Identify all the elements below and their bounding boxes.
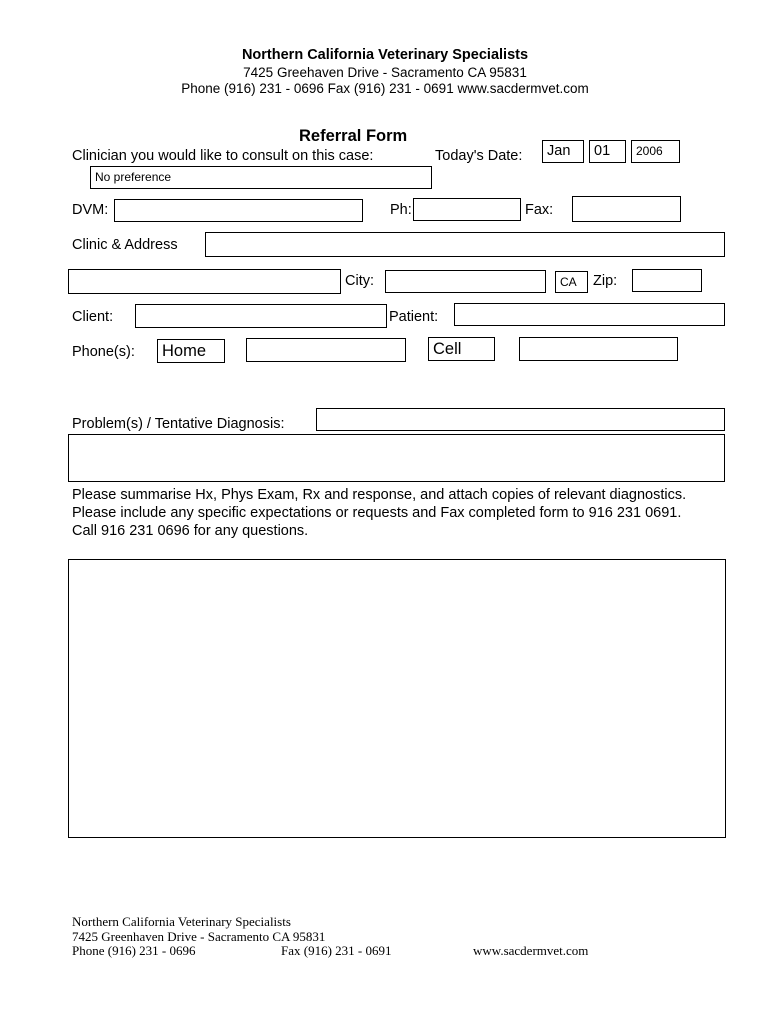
date-label: Today's Date: bbox=[435, 148, 523, 164]
footer-org-name: Northern California Veterinary Specialists bbox=[72, 914, 291, 929]
org-contact: Phone (916) 231 - 0696 Fax (916) 231 - 0691 www.sacdermvet.com bbox=[181, 81, 589, 96]
clinician-label: Clinician you would like to consult on this case: bbox=[72, 148, 374, 164]
date-month-field[interactable]: Jan bbox=[542, 140, 584, 163]
state-field[interactable]: CA bbox=[555, 271, 588, 293]
date-day-field[interactable]: 01 bbox=[589, 140, 626, 163]
patient-field[interactable] bbox=[454, 303, 725, 326]
footer-website[interactable]: www.sacdermvet.com bbox=[473, 943, 589, 958]
ph-field[interactable] bbox=[413, 198, 521, 221]
city-label: City: bbox=[345, 273, 374, 289]
client-field[interactable] bbox=[135, 304, 387, 328]
zip-field[interactable] bbox=[632, 269, 702, 292]
clinic-label: Clinic & Address bbox=[72, 237, 178, 253]
cell-phone-field[interactable] bbox=[519, 337, 678, 361]
home-phone-field[interactable] bbox=[246, 338, 406, 362]
city-field[interactable] bbox=[385, 270, 546, 293]
fax-field[interactable] bbox=[572, 196, 681, 222]
org-address: 7425 Greehaven Drive - Sacramento CA 95831 bbox=[243, 65, 527, 80]
patient-label: Patient: bbox=[389, 309, 439, 325]
date-year-field[interactable]: 2006 bbox=[631, 140, 680, 163]
cell-phone-type[interactable]: Cell bbox=[428, 337, 495, 361]
ph-label: Ph: bbox=[390, 202, 412, 218]
instructions-line-3: Call 916 231 0696 for any questions. bbox=[72, 523, 309, 539]
instructions-line-1: Please summarise Hx, Phys Exam, Rx and response, and attach copies of relevant diagnostics. bbox=[72, 487, 687, 503]
instructions-line-2: Please include any specific expectations or requests and Fax completed form to 916 231 0691. bbox=[72, 505, 682, 521]
problem-detail-field[interactable] bbox=[68, 434, 725, 482]
org-name: Northern California Veterinary Specialists bbox=[241, 47, 529, 63]
summary-field[interactable] bbox=[68, 559, 726, 838]
client-label: Client: bbox=[72, 309, 114, 325]
clinician-select[interactable]: No preference bbox=[90, 166, 432, 189]
dvm-field[interactable] bbox=[114, 199, 363, 222]
phones-label: Phone(s): bbox=[72, 344, 135, 360]
address-field[interactable] bbox=[68, 269, 341, 294]
footer-fax: Fax (916) 231 - 0691 bbox=[281, 943, 392, 958]
clinic-field[interactable] bbox=[205, 232, 725, 257]
fax-label: Fax: bbox=[525, 202, 554, 218]
problem-label: Problem(s) / Tentative Diagnosis: bbox=[72, 416, 285, 432]
footer-phone: Phone (916) 231 - 0696 bbox=[72, 943, 196, 958]
zip-label: Zip: bbox=[593, 273, 618, 289]
footer-address: 7425 Greenhaven Drive - Sacramento CA 95831 bbox=[72, 929, 326, 944]
form-title: Referral Form bbox=[299, 127, 408, 145]
home-phone-type[interactable]: Home bbox=[157, 339, 225, 363]
dvm-label: DVM: bbox=[72, 202, 109, 218]
problem-field[interactable] bbox=[316, 408, 725, 431]
